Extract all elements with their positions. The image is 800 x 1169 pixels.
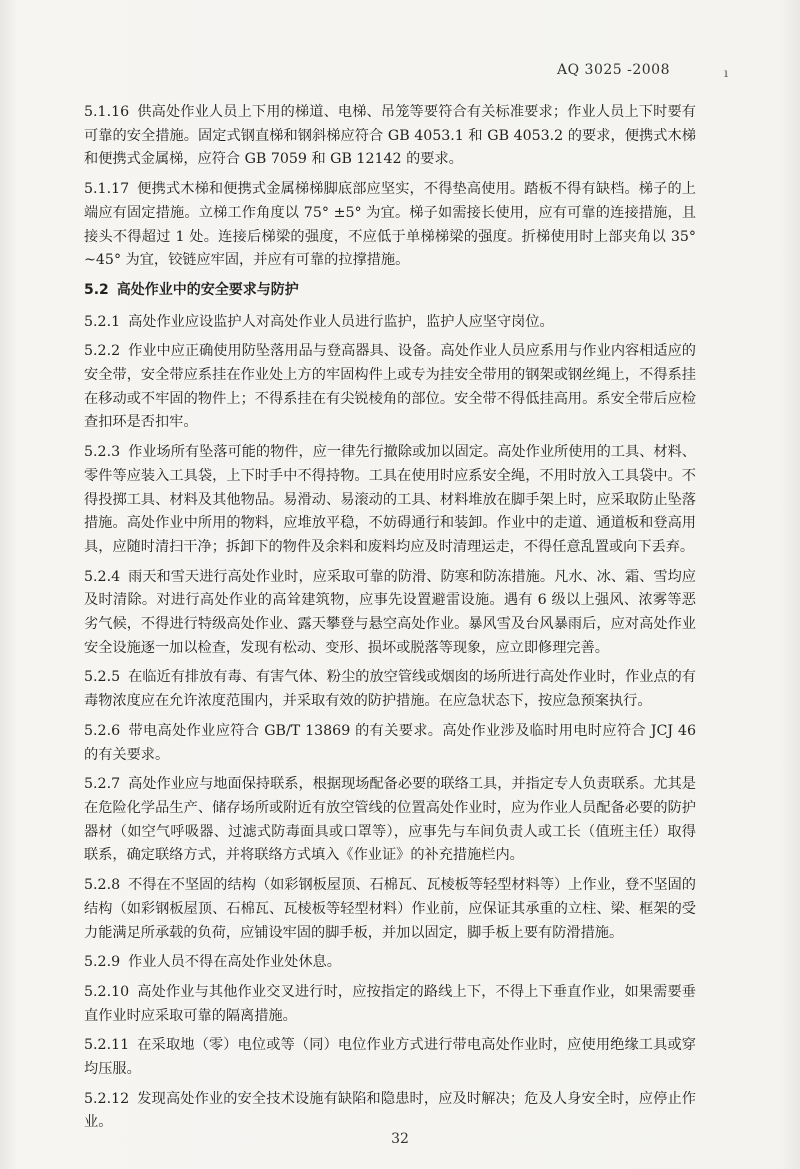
clause-text: 不得在不坚固的结构（如彩钢板屋顶、石棉瓦、瓦棱板等轻型材料等）上作业，登不坚固的结构（如彩钢板屋顶、石棉瓦、瓦棱板等轻型材料）作业前，应保证其承重的立柱、梁、框架的受力能满足所承载的负荷，应铺设牢固的脚手板，并加以固定，脚手板上要有防滑措施。 xyxy=(84,877,696,941)
clause-number: 5.2.8 xyxy=(84,877,121,894)
section-title: 高处作业中的安全要求与防护 xyxy=(116,281,299,298)
clause-5-2-8 xyxy=(84,874,696,945)
clause-text: 便携式木梯和便携式金属梯梯脚底部应坚实，不得垫高使用。踏板不得有缺档。梯子的上端应有固定措施。立梯工作角度以 75° ±5° 为宜。梯子如需接长使用，应有可靠的连接措施，且接头不得超过 1 处。连接后梯梁的强度，不应低于单梯梯梁的强度。折梯使用时上部夹角以 35° ~45° 为宜，铰链应牢固，并应有可靠的拉撑措施。 xyxy=(84,181,696,269)
clause-text: 高处作业应设监护人对高处作业人员进行监护，监护人应坚守岗位。 xyxy=(128,313,554,330)
document-body xyxy=(84,101,696,1141)
clause-number: 5.2.2 xyxy=(84,343,121,360)
page-number: 32 xyxy=(391,1131,409,1147)
clause-number: 5.2.11 xyxy=(84,1037,130,1054)
clause-5-2-9 xyxy=(84,951,696,975)
clause-5-2-7 xyxy=(84,773,696,868)
clause-number: 5.2.6 xyxy=(84,722,121,739)
clause-text: 作业人员不得在高处作业处休息。 xyxy=(128,954,341,971)
clause-text: 在采取地（零）电位或等（同）电位作业方式进行带电高处作业时，应使用绝缘工具或穿均压服。 xyxy=(84,1037,696,1078)
clause-5-2-3 xyxy=(84,441,696,560)
clause-5-2-12 xyxy=(84,1088,696,1135)
clause-5-2-2 xyxy=(84,340,696,435)
clause-number: 5.2.5 xyxy=(84,669,121,686)
clause-number: 5.2.7 xyxy=(84,776,121,793)
clause-text: 在临近有排放有毒、有害气体、粉尘的放空管线或烟囱的场所进行高处作业时，作业点的有毒物浓度应在允许浓度范围内，并采取有效的防护措施。在应急状态下，按应急预案执行。 xyxy=(84,669,696,710)
clause-number: 5.1.16 xyxy=(84,104,130,120)
clause-number: 5.2.1 xyxy=(84,313,121,330)
clause-number: 5.1.17 xyxy=(84,181,130,198)
clause-number: 5.2.4 xyxy=(84,568,121,585)
standard-code-header: AQ 3025 -2008 xyxy=(557,62,670,78)
clause-text: 发现高处作业的安全技术设施有缺陷和隐患时，应及时解决；危及人身安全时，应停止作业。 xyxy=(84,1090,696,1131)
clause-5-2-1 xyxy=(84,311,696,335)
section-heading-5-2 xyxy=(84,279,696,303)
clause-5-2-6 xyxy=(84,720,696,767)
clause-5-2-4 xyxy=(84,566,696,661)
clause-text: 高处作业应与地面保持联系，根据现场配备必要的联络工具，并指定专人负责联系。尤其是在危险化学品生产、储存场所或附近有放空管线的位置高处作业时，应为作业人员配备必要的防护器材（如空气呼吸器、过滤式防毒面具或口罩等），应事先与车间负责人或工长（值班主任）取得联系，确定联络方式，并将联络方式填入《作业证》的补充措施栏内。 xyxy=(84,776,696,864)
clause-text: 作业中应正确使用防坠落用品与登高器具、设备。高处作业人员应系用与作业内容相适应的安全带，安全带应系挂在作业处上方的牢固构件上或专为挂安全带用的钢架或钢丝绳上，不得系挂在移动或不牢固的物件上；不得系挂在有尖锐棱角的部位。安全带不得低挂高用。系安全带后应检查扣环是否扣牢。 xyxy=(84,343,696,431)
clause-text: 雨天和雪天进行高处作业时，应采取可靠的防滑、防寒和防冻措施。凡水、冰、霜、雪均应及时清除。对进行高处作业的高耸建筑物，应事先设置避雷设施。遇有 6 级以上强风、浓雾等恶劣气候，不得进行特级高处作业、露天攀登与悬空高处作业。暴风雪及台风暴雨后，应对高处作业安全设施逐一加以检查，发现有松动、变形、损坏或脱落等现象，应立即修理完善。 xyxy=(84,568,696,656)
scan-mark: ı xyxy=(724,66,728,80)
clause-number: 5.2.12 xyxy=(84,1090,130,1107)
clause-number: 5.2.9 xyxy=(84,954,121,971)
clause-5-2-5 xyxy=(84,666,696,713)
clause-number: 5.2.10 xyxy=(84,983,130,1000)
clause-5-1-16 xyxy=(84,101,696,172)
clause-text: 供高处作业人员上下用的梯道、电梯、吊笼等要符合有关标准要求；作业人员上下时要有可靠的安全措施。固定式钢直梯和钢斜梯应符合 GB 4053.1 和 GB 4053.2 的要求，便携式木梯和便携式金属梯，应符合 GB 7059 和 GB 12142 的要求。 xyxy=(84,104,696,168)
clause-text: 高处作业与其他作业交叉进行时，应按指定的路线上下，不得上下垂直作业，如果需要垂直作业时应采取可靠的隔离措施。 xyxy=(84,983,696,1024)
clause-5-1-17 xyxy=(84,178,696,273)
clause-5-2-10 xyxy=(84,981,696,1028)
clause-text: 带电高处作业应符合 GB/T 13869 的有关要求。高处作业涉及临时用电时应符合 JCJ 46 的有关要求。 xyxy=(84,722,696,763)
clause-text: 作业场所有坠落可能的物件，应一律先行撤除或加以固定。高处作业所使用的工具、材料、零件等应装入工具袋，上下时手中不得持物。工具在使用时应系安全绳，不用时放入工具袋中。不得投掷工具、材料及其他物品。易滑动、易滚动的工具、材料堆放在脚手架上时，应采取防止坠落措施。高处作业中所用的物料，应堆放平稳，不妨碍通行和装卸。作业中的走道、通道板和登高用具，应随时清扫干净；拆卸下的物件及余料和废料均应及时清理运走，不得任意乱置或向下丢弃。 xyxy=(84,444,696,555)
clause-5-2-11 xyxy=(84,1034,696,1081)
clause-number: 5.2.3 xyxy=(84,444,121,461)
section-number: 5.2 xyxy=(84,281,109,298)
